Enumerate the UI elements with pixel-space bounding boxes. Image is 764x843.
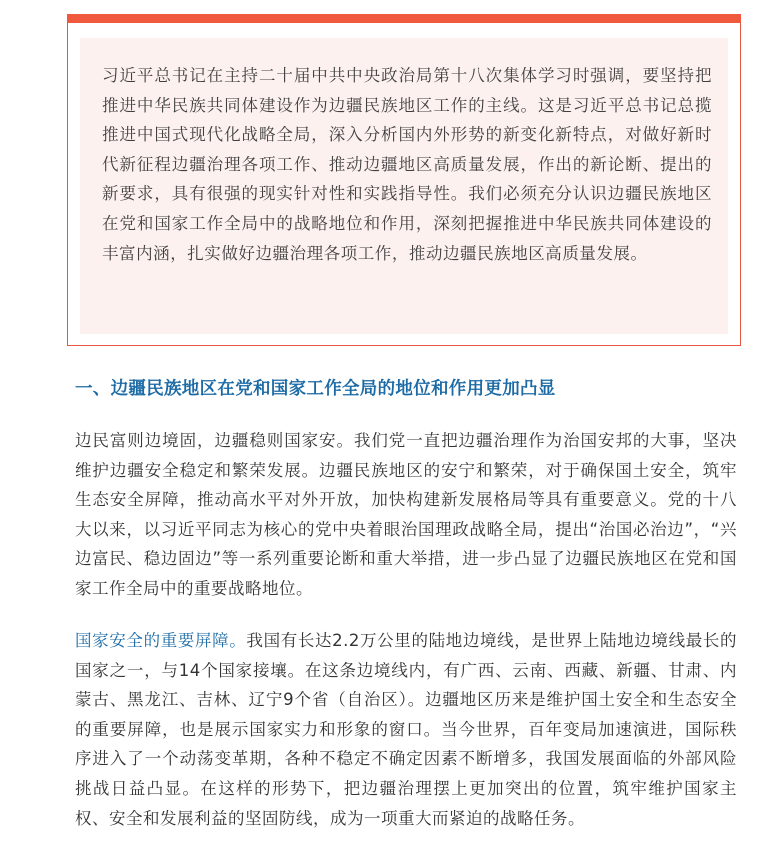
paragraph-2-lead: 国家安全的重要屏障。 [75,631,247,650]
paragraph-1: 边民富则边境固，边疆稳则国家安。我们党一直把边疆治理作为治国安邦的大事，坚决维护边疆安全稳定和繁荣发展。边疆民族地区的安宁和繁荣，对于确保国土安全，筑牢生态安全屏障，推动高水平对外开放，加快构建新发展格局等具有重要意义。党的十八大以来，以习近平同志为核心的党中央着眼治国理政战略全局，提出“治国必治边”，“兴边富民、稳边固边”等一系列重要论断和重大举措，进一步凸显了边疆民族地区在党和国家工作全局中的重要战略地位。 [75,431,737,598]
quote-box [67,14,741,346]
paragraph-2 [75,626,737,833]
section-heading: 一、边疆民族地区在党和国家工作全局的地位和作用更加凸显 [75,379,556,399]
quote-background [80,38,728,334]
quote-text: 习近平总书记在主持二十届中共中央政治局第十八次集体学习时强调，要坚持把推进中华民族共同体建设作为边疆民族地区工作的主线。这是习近平总书记总揽推进中国式现代化战略全局，深入分析国内外形势的新变化新特点，对做好新时代新征程边疆治理各项工作、推动边疆地区高质量发展，作出的新论断、提出的新要求，具有很强的现实针对性和实践指导性。我们必须充分认识边疆民族地区在党和国家工作全局中的战略地位和作用，深刻把握推进中华民族共同体建设的丰富内涵，扎实做好边疆治理各项工作，推动边疆民族地区高质量发展。 [102,66,712,263]
paragraph-2-body: 我国有长达2.2万公里的陆地边境线，是世界上陆地边境线最长的国家之一，与14个国家接壤。在这条边境线内，有广西、云南、西藏、新疆、甘肃、内蒙古、黑龙江、吉林、辽宁9个省（自治区）。边疆地区历来是维护国土安全和生态安全的重要屏障，也是展示国家实力和形象的窗口。当今世界，百年变局加速演进，国际秩序进入了一个动荡变革期，各种不稳定不确定因素不断增多，我国发展面临的外部风险挑战日益凸显。在这样的形势下，把边疆治理摆上更加突出的位置，筑牢维护国家主权、安全和发展利益的坚固防线，成为一项重大而紧迫的战略任务。 [75,631,737,828]
